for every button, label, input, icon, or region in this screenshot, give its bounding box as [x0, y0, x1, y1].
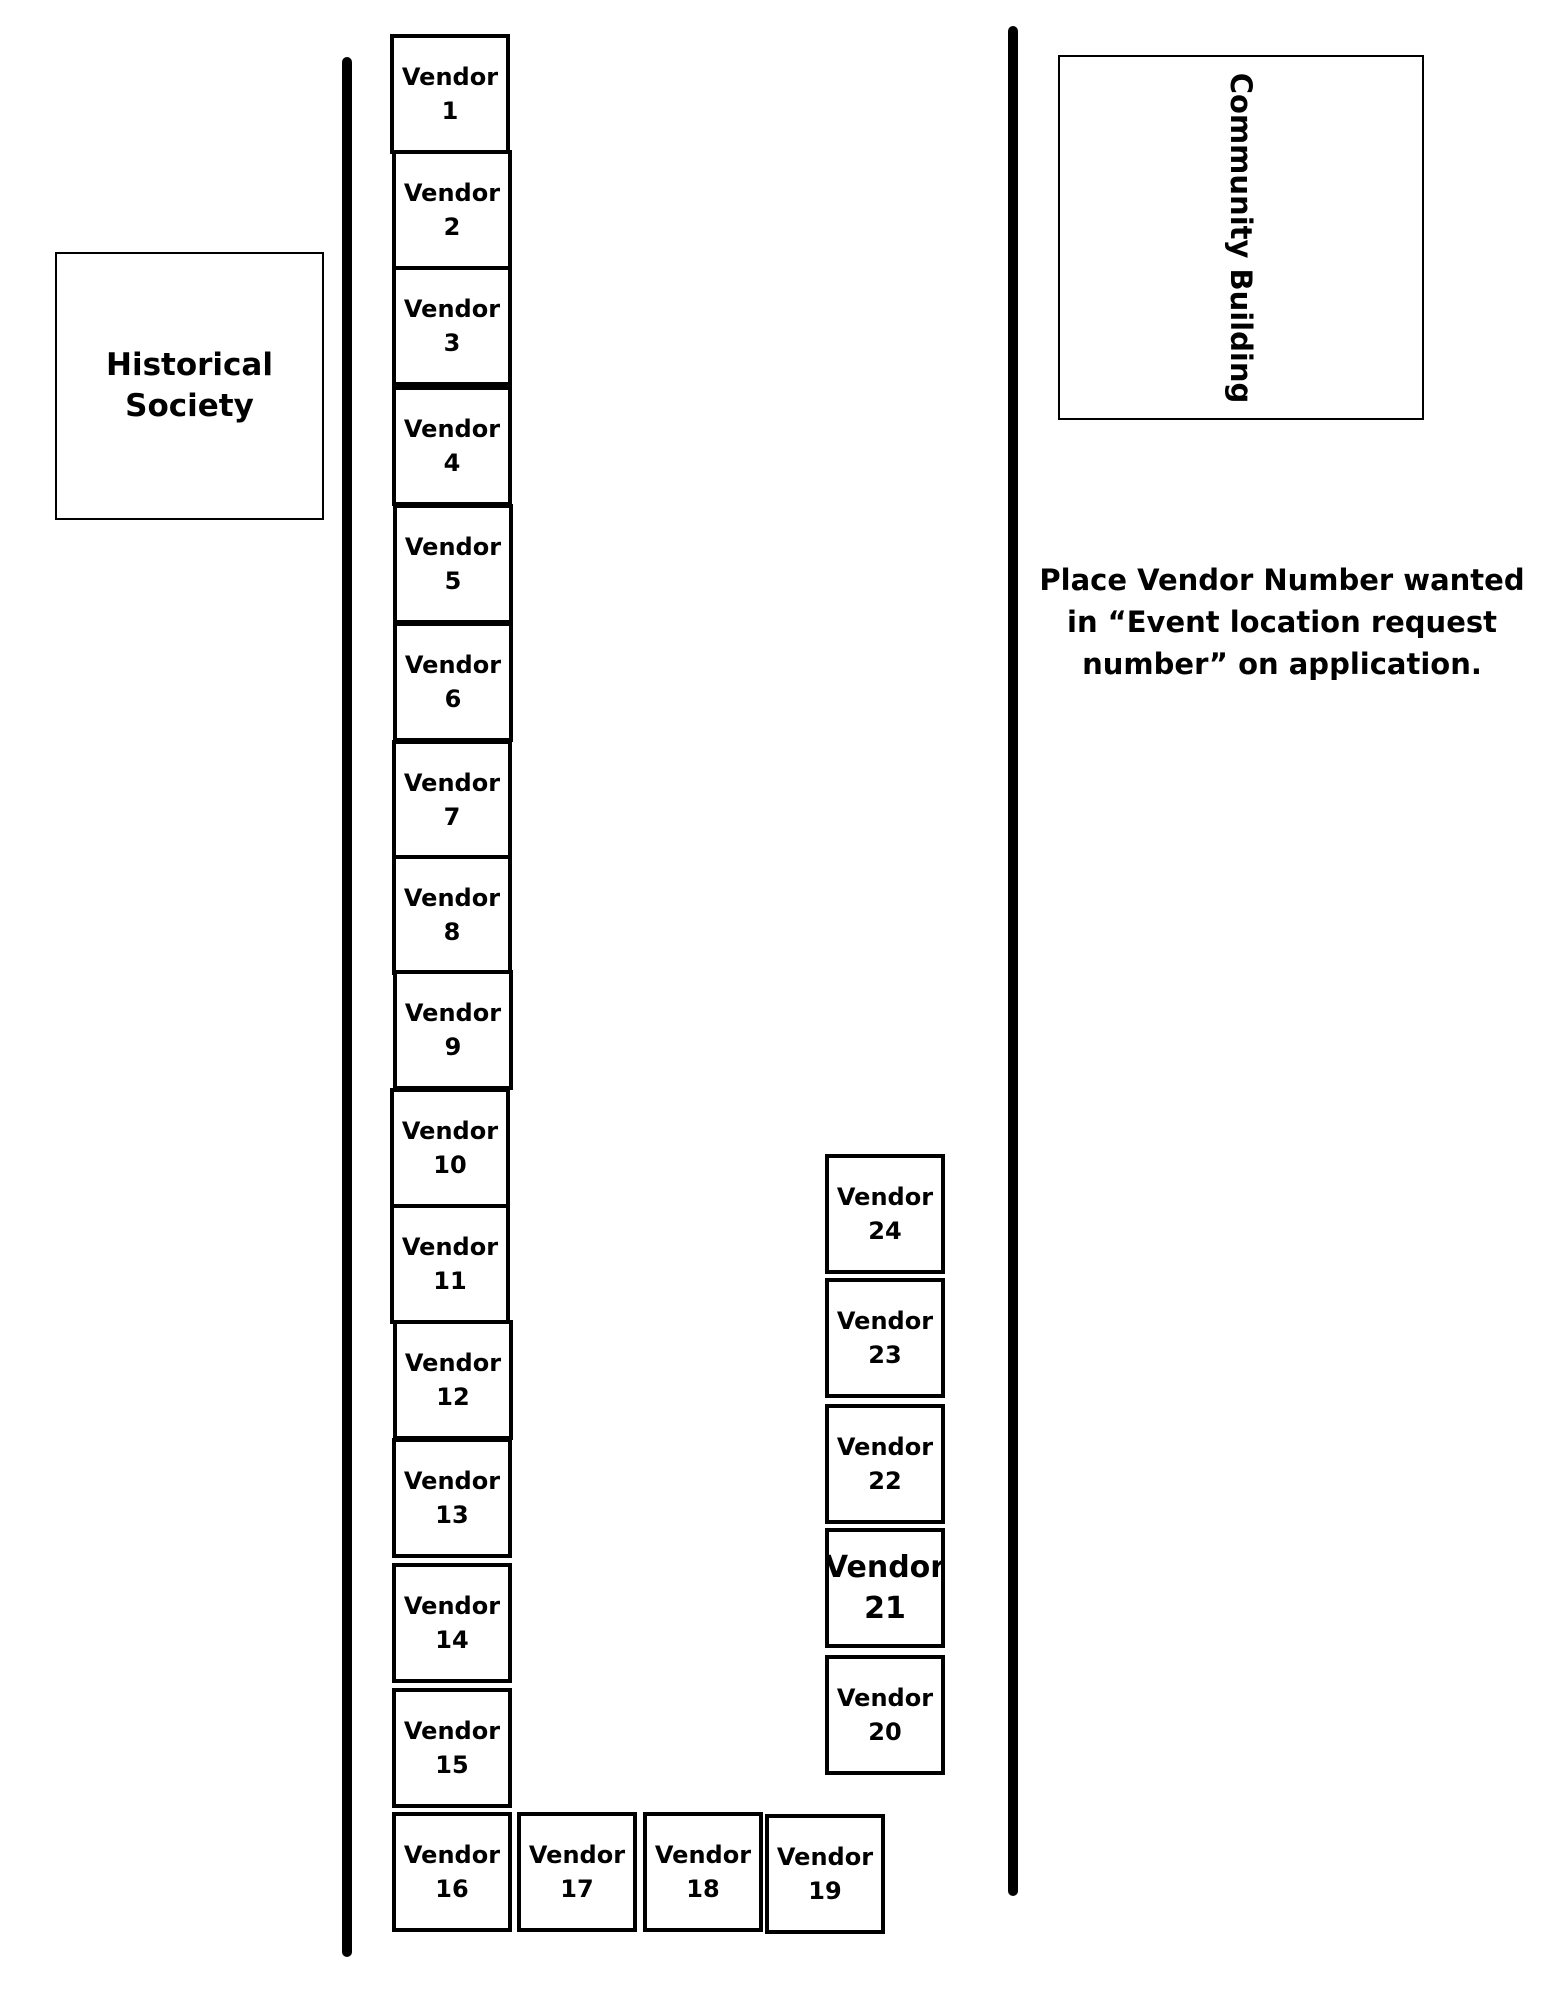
stall-number: 10	[433, 1151, 467, 1179]
historical-society-building	[55, 252, 324, 520]
stall-label: Vendor	[404, 651, 502, 679]
stall-number: 11	[433, 1267, 467, 1295]
stall-label: Vendor	[403, 295, 501, 323]
vendor-stall-17[interactable]	[517, 1812, 637, 1932]
stall-number: 21	[864, 1591, 906, 1626]
stall-number: 3	[443, 329, 461, 357]
stall-number: 14	[435, 1626, 469, 1654]
vendor-stall-15[interactable]	[392, 1688, 512, 1808]
instruction-note: Place Vendor Number wanted in “Event location request number” on application.	[1039, 563, 1525, 681]
stall-number: 17	[560, 1875, 594, 1903]
stall-label: Vendor	[404, 533, 502, 561]
stall-number: 9	[444, 1033, 462, 1061]
vendor-stall-4[interactable]	[392, 386, 512, 506]
stall-label: Vendor	[824, 1550, 946, 1585]
stall-label: Vendor	[401, 1233, 499, 1261]
stall-number: 2	[443, 213, 461, 241]
stall-number: 7	[443, 803, 461, 831]
stall-number: 13	[435, 1501, 469, 1529]
stall-label: Vendor	[836, 1433, 934, 1461]
stall-label: Vendor	[836, 1183, 934, 1211]
stall-number: 16	[435, 1875, 469, 1903]
vendor-stall-20[interactable]	[825, 1655, 945, 1775]
stall-number: 15	[435, 1751, 469, 1779]
stall-label: Vendor	[403, 1717, 501, 1745]
vendor-stall-5[interactable]	[393, 504, 513, 624]
stall-number: 12	[436, 1383, 470, 1411]
stall-number: 5	[444, 567, 462, 595]
stall-number: 24	[868, 1217, 902, 1245]
stall-label: Vendor	[401, 63, 499, 91]
stall-label: Vendor	[403, 415, 501, 443]
stall-label: Vendor	[403, 884, 501, 912]
vendor-stall-10[interactable]	[390, 1088, 510, 1208]
vendor-stall-22[interactable]	[825, 1404, 945, 1524]
vendor-stall-11[interactable]	[390, 1204, 510, 1324]
vendor-stall-12[interactable]	[393, 1320, 513, 1440]
vendor-stall-2[interactable]	[392, 150, 512, 270]
stall-label: Vendor	[403, 1467, 501, 1495]
stall-number: 4	[443, 449, 461, 477]
vendor-stall-8[interactable]	[392, 855, 512, 975]
stall-label: Vendor	[836, 1684, 934, 1712]
vendor-stall-19[interactable]	[765, 1814, 885, 1934]
vendor-stall-13[interactable]	[392, 1438, 512, 1558]
community-building	[1058, 55, 1424, 420]
stall-label: Vendor	[404, 999, 502, 1027]
stall-number: 23	[868, 1341, 902, 1369]
stall-number: 6	[444, 685, 462, 713]
vendor-stall-1[interactable]	[390, 34, 510, 154]
stall-number: 20	[868, 1718, 902, 1746]
stall-label: Vendor	[403, 769, 501, 797]
stall-number: 19	[808, 1877, 842, 1905]
vendor-stall-18[interactable]	[643, 1812, 763, 1932]
vendor-stall-3[interactable]	[392, 266, 512, 386]
vendor-stall-21[interactable]	[825, 1528, 945, 1648]
stall-label: Vendor	[404, 1349, 502, 1377]
stall-label: Vendor	[776, 1843, 874, 1871]
vendor-stall-23[interactable]	[825, 1278, 945, 1398]
stall-label: Vendor	[401, 1117, 499, 1145]
stall-label: Vendor	[403, 1841, 501, 1869]
vendor-stall-24[interactable]	[825, 1154, 945, 1274]
stall-number: 22	[868, 1467, 902, 1495]
stall-number: 8	[443, 918, 461, 946]
stall-number: 1	[441, 97, 459, 125]
vendor-stall-7[interactable]	[392, 740, 512, 860]
vendor-stall-16[interactable]	[392, 1812, 512, 1932]
community-building-label: Community Building	[1224, 72, 1258, 403]
stall-label: Vendor	[836, 1307, 934, 1335]
stall-label: Vendor	[528, 1841, 626, 1869]
stall-label: Vendor	[403, 1592, 501, 1620]
vendor-stall-14[interactable]	[392, 1563, 512, 1683]
stall-label: Vendor	[403, 179, 501, 207]
stall-label: Vendor	[654, 1841, 752, 1869]
vendor-stall-9[interactable]	[393, 970, 513, 1090]
road-right	[1008, 26, 1018, 1896]
historical-society-label: Historical Society	[106, 347, 273, 424]
vendor-stall-6[interactable]	[393, 622, 513, 742]
stall-number: 18	[686, 1875, 720, 1903]
road-left	[342, 57, 352, 1957]
